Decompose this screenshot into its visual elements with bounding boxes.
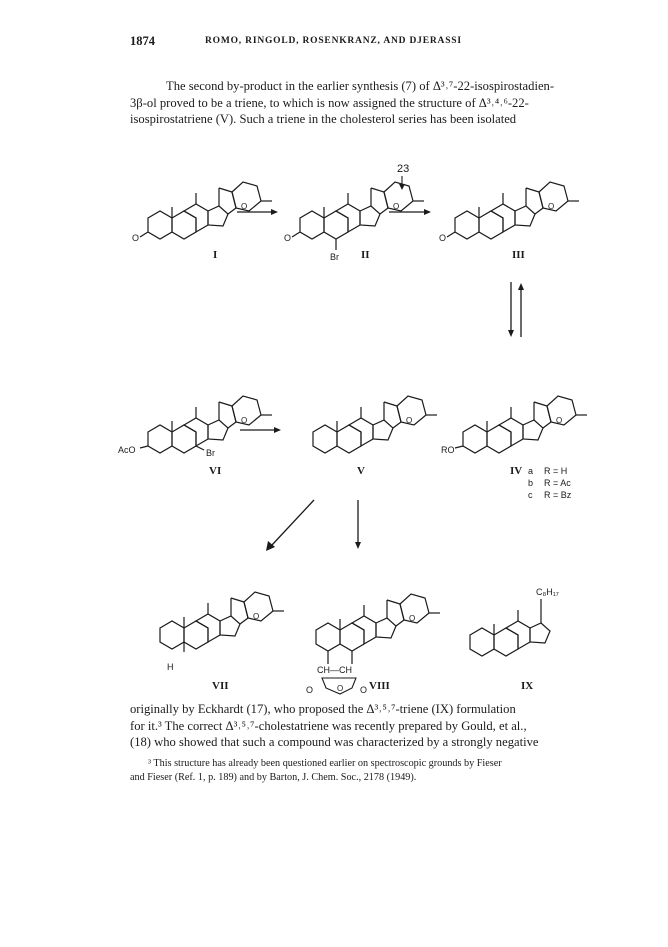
bromine-label: Br [330, 252, 339, 262]
substituent-letter: c [528, 490, 533, 500]
arrow-up-head [518, 283, 524, 290]
running-title: ROMO, RINGOLD, ROSENKRANZ, AND DJERASSI [205, 36, 462, 46]
side-chain-label: C₈H₁₇ [536, 587, 559, 597]
carbon-23-label: 23 [397, 163, 410, 175]
footnote-line: and Fieser (Ref. 1, p. 189) and by Barton, J. Chem. Soc., 2178 (1949). [130, 771, 417, 783]
structure-VI [118, 396, 272, 458]
substituent-value: R = Bz [544, 490, 572, 500]
intro-line: The second by-product in the earlier synthesis (7) of Δ³˒⁷-22-isospirostadien- [166, 79, 555, 93]
label-I: I [213, 249, 218, 261]
body-line: (18) who showed that such a compound was characterized by a strongly negative [130, 735, 539, 750]
page-number: 1874 [130, 34, 155, 48]
ketone-O: O [284, 233, 292, 243]
substituent-value: R = H [544, 466, 568, 476]
spiro-O: O [556, 416, 563, 425]
intro-line: 3β-ol proved to be a triene, to which is now assigned the structure of Δ³˒⁴˒⁶-22- [130, 95, 529, 110]
label-VIII: VIII [369, 680, 390, 692]
structure-IV [441, 396, 587, 455]
label-III: III [512, 249, 525, 261]
spiro-O: O [406, 416, 413, 425]
structure-IX [470, 587, 559, 656]
anhydride-O-left: O [306, 685, 314, 695]
body-paragraph [130, 701, 542, 751]
bromine-label: Br [206, 448, 215, 458]
spiro-O: O [393, 202, 400, 211]
ketone-O: O [439, 233, 447, 243]
label-VI: VI [209, 465, 222, 477]
arrow-V-VII [272, 500, 314, 545]
ketone-O: O [132, 233, 140, 243]
hydrogen-label: H [167, 662, 174, 672]
spiro-O: O [253, 612, 260, 621]
body-line: for it.³ The correct Δ³˒⁵˒⁷-cholestatriene was recently prepared by Gould, et al., [130, 718, 527, 733]
intro-line: isospirostatriene (V). Such a triene in the cholesterol series has been isolated [130, 112, 517, 127]
spiro-O: O [409, 614, 416, 623]
substituent-letter: b [528, 478, 534, 488]
body-line: originally by Eckhardt (17), who proposed the Δ³˒⁵˒⁷-triene (IX) formulation [130, 702, 516, 716]
acetoxy-label: AcO [118, 445, 136, 455]
label-II: II [361, 249, 370, 261]
spiro-O: O [548, 202, 555, 211]
r-oxy-label: RO [441, 445, 455, 455]
spiro-O: O [241, 202, 248, 211]
footnote [130, 757, 542, 784]
footnote-line: ³ This structure has already been questioned earlier on spectroscopic grounds by Fieser [148, 758, 502, 769]
substituent-value: R = Ac [544, 478, 571, 488]
spiro-O: O [241, 416, 248, 425]
anhydride-O-right: O [360, 685, 368, 695]
arrow-II-III-head [424, 209, 431, 215]
structure-V [313, 396, 437, 453]
structure-VII [160, 592, 284, 672]
anhydride-O-ring: O [337, 684, 344, 693]
substituent-letter: a [528, 466, 534, 476]
arrow-VI-V-head [274, 427, 281, 433]
structure-III [439, 182, 579, 243]
label-IV: IV [510, 465, 523, 477]
ch-ch-label: CH—CH [317, 665, 352, 675]
structure-II [284, 182, 424, 262]
arrow-V-VIII-head [355, 542, 361, 549]
label-IX: IX [521, 680, 534, 692]
label-V: V [357, 465, 365, 477]
label-VII: VII [212, 680, 229, 692]
carbon-23-pointer-head [399, 184, 405, 190]
substituent-table [528, 466, 572, 500]
arrow-down-head [508, 330, 514, 337]
arrow-I-II-head [271, 209, 278, 215]
